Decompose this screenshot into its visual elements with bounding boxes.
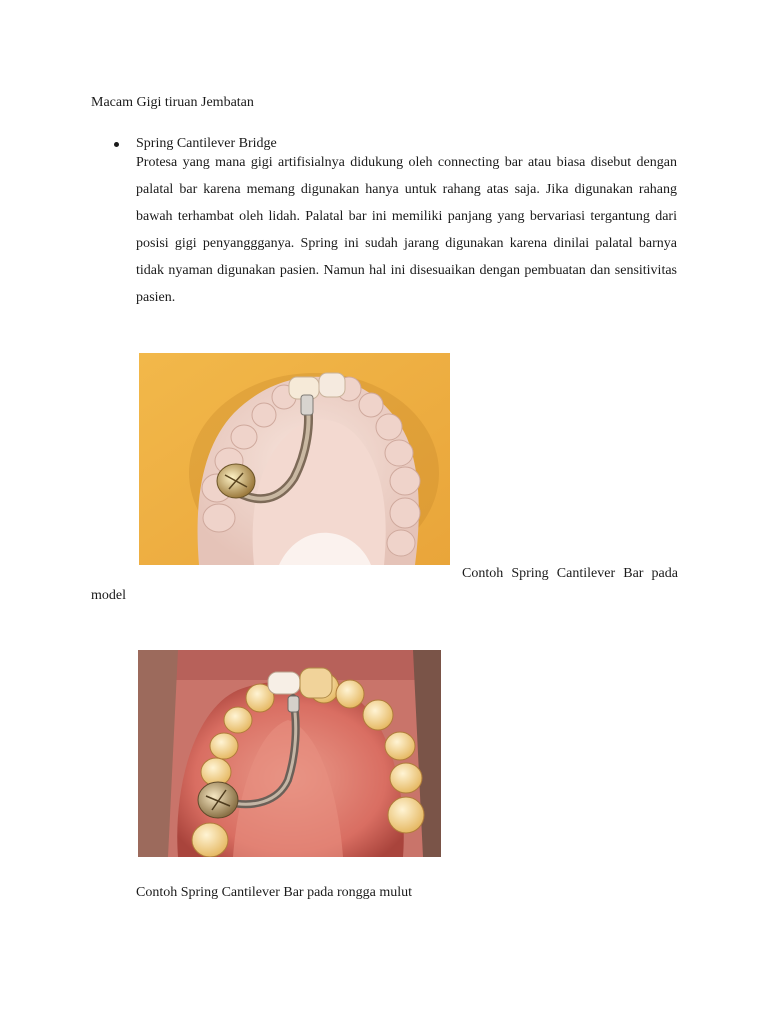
dental-model-photo [139, 353, 450, 565]
intraoral-photo [138, 650, 441, 857]
section-title: Spring Cantilever Bridge [136, 136, 277, 151]
document-heading: Macam Gigi tiruan Jembatan [91, 95, 254, 110]
bullet-icon [114, 142, 119, 147]
figure1-caption: Contoh Spring Cantilever Bar pada model [91, 566, 678, 603]
figure2-caption: Contoh Spring Cantilever Bar pada rongga mulut [136, 885, 413, 900]
section-paragraph: Protesa yang mana gigi artifisialnya didukung oleh connecting bar atau biasa disebut dengan palatal bar karena memang digunakan hanya untuk rahang atas saja. Jika digunakan rahang bawah terhambat oleh lidah. Palatal bar ini memiliki panjang yang bervariasi tergantung dari posisi gigi penyanggganya. Spring ini sudah jarang digunakan karena dinilai palatal barnya tidak nyaman digunakan pasien. Namun hal ini disesuaikan dengan pembuatan dan sensitivitas pasien. [136, 155, 677, 305]
